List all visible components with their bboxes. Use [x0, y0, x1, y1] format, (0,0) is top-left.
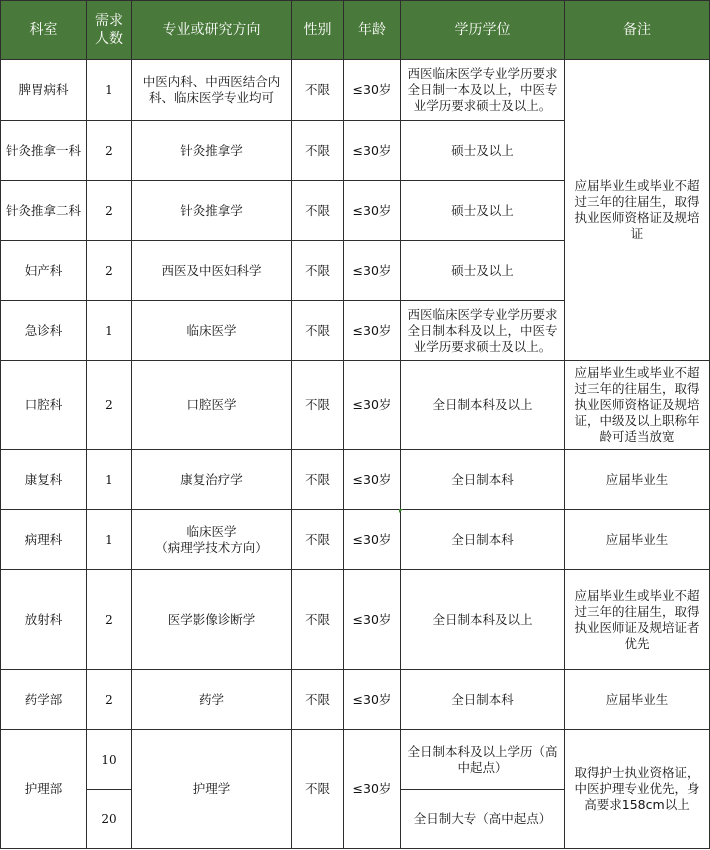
- cell-dept: 药学部: [1, 670, 87, 730]
- table-row: [1, 570, 710, 670]
- table-row: [1, 361, 710, 450]
- cell-note: 应届毕业生: [565, 670, 710, 730]
- cell-note: 应届毕业生: [565, 450, 710, 510]
- header-major: 专业或研究方向: [132, 1, 292, 60]
- cell-major: 药学: [132, 670, 292, 730]
- table-row: [1, 670, 710, 730]
- cell-dept: 妇产科: [1, 241, 87, 301]
- cell-degree: 全日制本科: [401, 450, 565, 510]
- cell-degree: 西医临床医学专业学历要求全日制本科及以上，中医专业学历要求硕士及以上。: [401, 301, 565, 361]
- cell-dept: 护理部: [1, 730, 87, 849]
- cell-age: ≤30岁: [344, 121, 401, 181]
- cell-gender: 不限: [292, 510, 344, 570]
- cell-major: 医学影像诊断学: [132, 570, 292, 670]
- header-row: [1, 1, 710, 60]
- cell-age: ≤30岁: [344, 570, 401, 670]
- header-gender: 性别: [292, 1, 344, 60]
- cell-major: 口腔医学: [132, 361, 292, 450]
- cell-count: 1: [87, 60, 132, 121]
- cell-dept: 病理科: [1, 510, 87, 570]
- header-age: 年龄: [344, 1, 401, 60]
- cell-degree: 全日制大专（高中起点）: [401, 790, 565, 849]
- cell-gender: 不限: [292, 301, 344, 361]
- cell-note: 应届毕业生或毕业不超过三年的往届生，取得执业医师证及规培证者优先: [565, 570, 710, 670]
- cell-major: 护理学: [132, 730, 292, 849]
- cell-major: 针灸推拿学: [132, 181, 292, 241]
- cell-degree: 全日制本科: [401, 670, 565, 730]
- cell-age: ≤30岁: [344, 450, 401, 510]
- cell-age: ≤30岁: [344, 670, 401, 730]
- cell-major: 临床医学: [132, 301, 292, 361]
- cell-comment-marker: [399, 509, 403, 513]
- cell-gender: 不限: [292, 181, 344, 241]
- header-degree: 学历学位: [401, 1, 565, 60]
- cell-degree: 全日制本科及以上: [401, 361, 565, 450]
- cell-count: 10: [87, 730, 132, 790]
- cell-count: 2: [87, 570, 132, 670]
- cell-age: ≤30岁: [344, 730, 401, 849]
- cell-age: ≤30岁: [344, 241, 401, 301]
- cell-count: 1: [87, 301, 132, 361]
- cell-dept: 口腔科: [1, 361, 87, 450]
- cell-gender: 不限: [292, 730, 344, 849]
- cell-note: 应届毕业生或毕业不超过三年的往届生，取得执业医师资格证及规培证，中级及以上职称年龄可适当放宽: [565, 361, 710, 450]
- cell-gender: 不限: [292, 121, 344, 181]
- cell-age: ≤30岁: [344, 361, 401, 450]
- cell-dept: 脾胃病科: [1, 60, 87, 121]
- cell-age: ≤30岁: [344, 301, 401, 361]
- header-count: 需求 人数: [87, 1, 132, 60]
- cell-count: 1: [87, 450, 132, 510]
- cell-gender: 不限: [292, 450, 344, 510]
- cell-dept: 康复科: [1, 450, 87, 510]
- cell-count: 20: [87, 790, 132, 849]
- cell-gender: 不限: [292, 670, 344, 730]
- cell-gender: 不限: [292, 60, 344, 121]
- cell-count: 2: [87, 670, 132, 730]
- cell-count: 1: [87, 510, 132, 570]
- cell-note: 取得护士执业资格证，中医护理专业优先，身高要求158cm以上: [565, 730, 710, 849]
- table-row: [1, 60, 710, 121]
- cell-gender: 不限: [292, 241, 344, 301]
- cell-count: 2: [87, 121, 132, 181]
- cell-gender: 不限: [292, 361, 344, 450]
- cell-dept: 放射科: [1, 570, 87, 670]
- cell-major: 中医内科、中西医结合内科、临床医学专业均可: [132, 60, 292, 121]
- header-dept: 科室: [1, 1, 87, 60]
- cell-major: 临床医学 （病理学技术方向）: [132, 510, 292, 570]
- cell-dept: 急诊科: [1, 301, 87, 361]
- table-row: [1, 510, 710, 570]
- cell-major: 康复治疗学: [132, 450, 292, 510]
- table-row: [1, 450, 710, 510]
- cell-note: 应届毕业生: [565, 510, 710, 570]
- cell-degree: 硕士及以上: [401, 121, 565, 181]
- cell-degree: 西医临床医学专业学历要求全日制一本及以上，中医专业学历要求硕士及以上。: [401, 60, 565, 121]
- cell-count: 2: [87, 181, 132, 241]
- cell-major: 针灸推拿学: [132, 121, 292, 181]
- cell-degree: 硕士及以上: [401, 241, 565, 301]
- header-note: 备注: [565, 1, 710, 60]
- cell-age: ≤30岁: [344, 510, 401, 570]
- cell-note-shared: 应届毕业生或毕业不超过三年的往届生，取得执业医师资格证及规培证: [565, 60, 710, 361]
- cell-degree: 硕士及以上: [401, 181, 565, 241]
- cell-count: 2: [87, 361, 132, 450]
- cell-age: ≤30岁: [344, 181, 401, 241]
- cell-age: ≤30岁: [344, 60, 401, 121]
- cell-count: 2: [87, 241, 132, 301]
- table-row-nursing-a: [1, 730, 710, 790]
- cell-degree: 全日制本科及以上: [401, 570, 565, 670]
- cell-degree: 全日制本科: [401, 510, 565, 570]
- cell-degree: 全日制本科及以上学历（高中起点）: [401, 730, 565, 790]
- cell-dept: 针灸推拿一科: [1, 121, 87, 181]
- cell-gender: 不限: [292, 570, 344, 670]
- cell-major: 西医及中医妇科学: [132, 241, 292, 301]
- cell-dept: 针灸推拿二科: [1, 181, 87, 241]
